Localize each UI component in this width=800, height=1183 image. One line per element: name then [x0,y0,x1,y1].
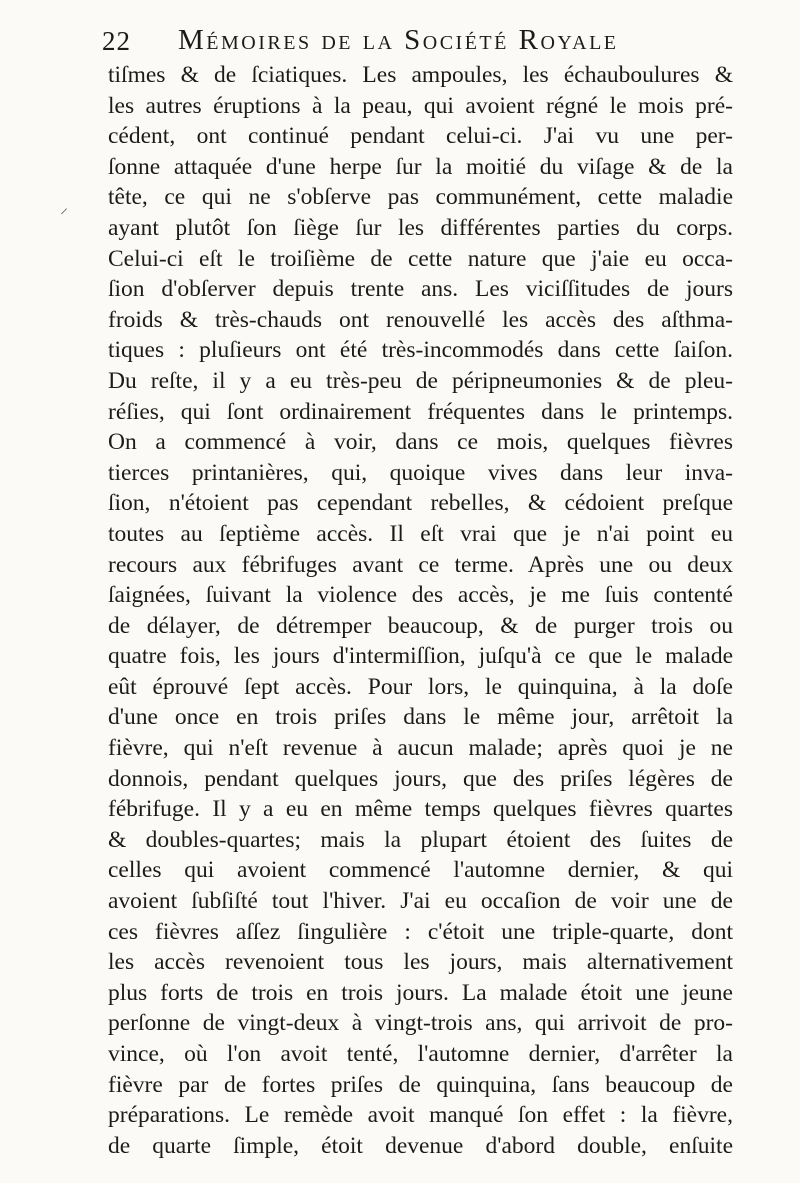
running-head: Mémoires de la Société Royale [178,24,619,56]
text-line: celles qui avoient commencé l'automne dernier, & qui [108,857,733,884]
text-line: tiques : pluſieurs ont été très-incommodés dans cette ſaiſon. [108,337,733,364]
text-line: donnois, pendant quelques jours, que des priſes légères de [108,765,733,792]
text-line: fièvre, qui n'eſt revenue à aucun malade; après quoi je ne [108,735,733,762]
text-line: ſaignées, ſuivant la violence des accès, je me ſuis contenté [108,582,733,609]
text-line: fébrifuge. Il y a eu en même temps quelques fièvres quartes [108,796,733,823]
text-line: recours aux fébrifuges avant ce terme. Après une ou deux [108,551,733,578]
text-line: eût éprouvé ſept accès. Pour lors, le quinquina, à la doſe [108,673,733,700]
text-line: de délayer, de détremper beaucoup, & de purger trois ou [108,612,733,639]
text-line: toutes au ſeptième accès. Il eſt vrai que je n'ai point eu [108,520,733,547]
text-line: plus forts de trois en trois jours. La malade étoit une jeune [108,979,733,1006]
text-line: de quarte ſimple, étoit devenue d'abord double, enſuite [108,1132,733,1159]
text-line: ſonne attaquée d'une herpe ſur la moitié du viſage & de la [108,153,733,180]
text-line: tiſmes & de ſciatiques. Les ampoules, les échauboulures & [108,62,733,88]
text-line: vince, où l'on avoit tenté, l'automne dernier, d'arrêter la [108,1041,733,1067]
text-line: & doubles-quartes; mais la plupart étoient des ſuites de [108,826,733,853]
text-line: ſion d'obſerver depuis trente ans. Les viciſſitudes de jours [108,276,733,303]
text-line: avoient ſubſiſté tout l'hiver. J'ai eu occaſion de voir une de [108,888,733,915]
text-line: Celui-ci eſt le troiſième de cette nature que j'aie eu occa- [108,245,733,272]
body-text [108,60,733,1161]
text-line: les autres éruptions à la peau, qui avoient régné le mois pré- [108,92,733,119]
margin-tick-mark: ⸝ [60,200,69,217]
text-line: On a commencé à voir, dans ce mois, quelques fièvres [108,429,733,456]
text-line: préparations. Le remède avoit manqué ſon effet : la fièvre, [108,1102,733,1129]
text-line: froids & très-chauds ont renouvellé les accès des aſthma- [108,306,733,333]
page-header [102,22,762,62]
text-line: réſies, qui ſont ordinairement fréquentes dans le printemps. [108,398,733,425]
page-number: 22 [102,26,131,56]
text-line: tête, ce qui ne s'obſerve pas communément, cette maladie [108,184,733,211]
text-line: tierces printanières, qui, quoique vives dans leur inva- [108,459,733,486]
text-line: ces fièvres aſſez ſingulière : c'étoit une triple-quarte, dont [108,918,733,945]
text-line: cédent, ont continué pendant celui-ci. J'ai vu une per- [108,123,733,150]
text-line: ayant plutôt ſon ſiège ſur les différentes parties du corps. [108,214,733,241]
text-line: ſion, n'étoient pas cependant rebelles, & cédoient preſque [108,490,733,517]
text-line: perſonne de vingt-deux à vingt-trois ans, qui arrivoit de pro- [108,1010,733,1037]
text-line: les accès revenoient tous les jours, mais alternativement [108,949,733,976]
text-line: fièvre par de fortes priſes de quinquina, ſans beaucoup de [108,1071,733,1098]
text-line: d'une once en trois priſes dans le même jour, arrêtoit la [108,704,733,731]
text-line: quatre fois, les jours d'intermiſſion, juſqu'à ce que le malade [108,643,733,670]
text-line: Du reſte, il y a eu très-peu de péripneumonies & de pleu- [108,367,733,394]
